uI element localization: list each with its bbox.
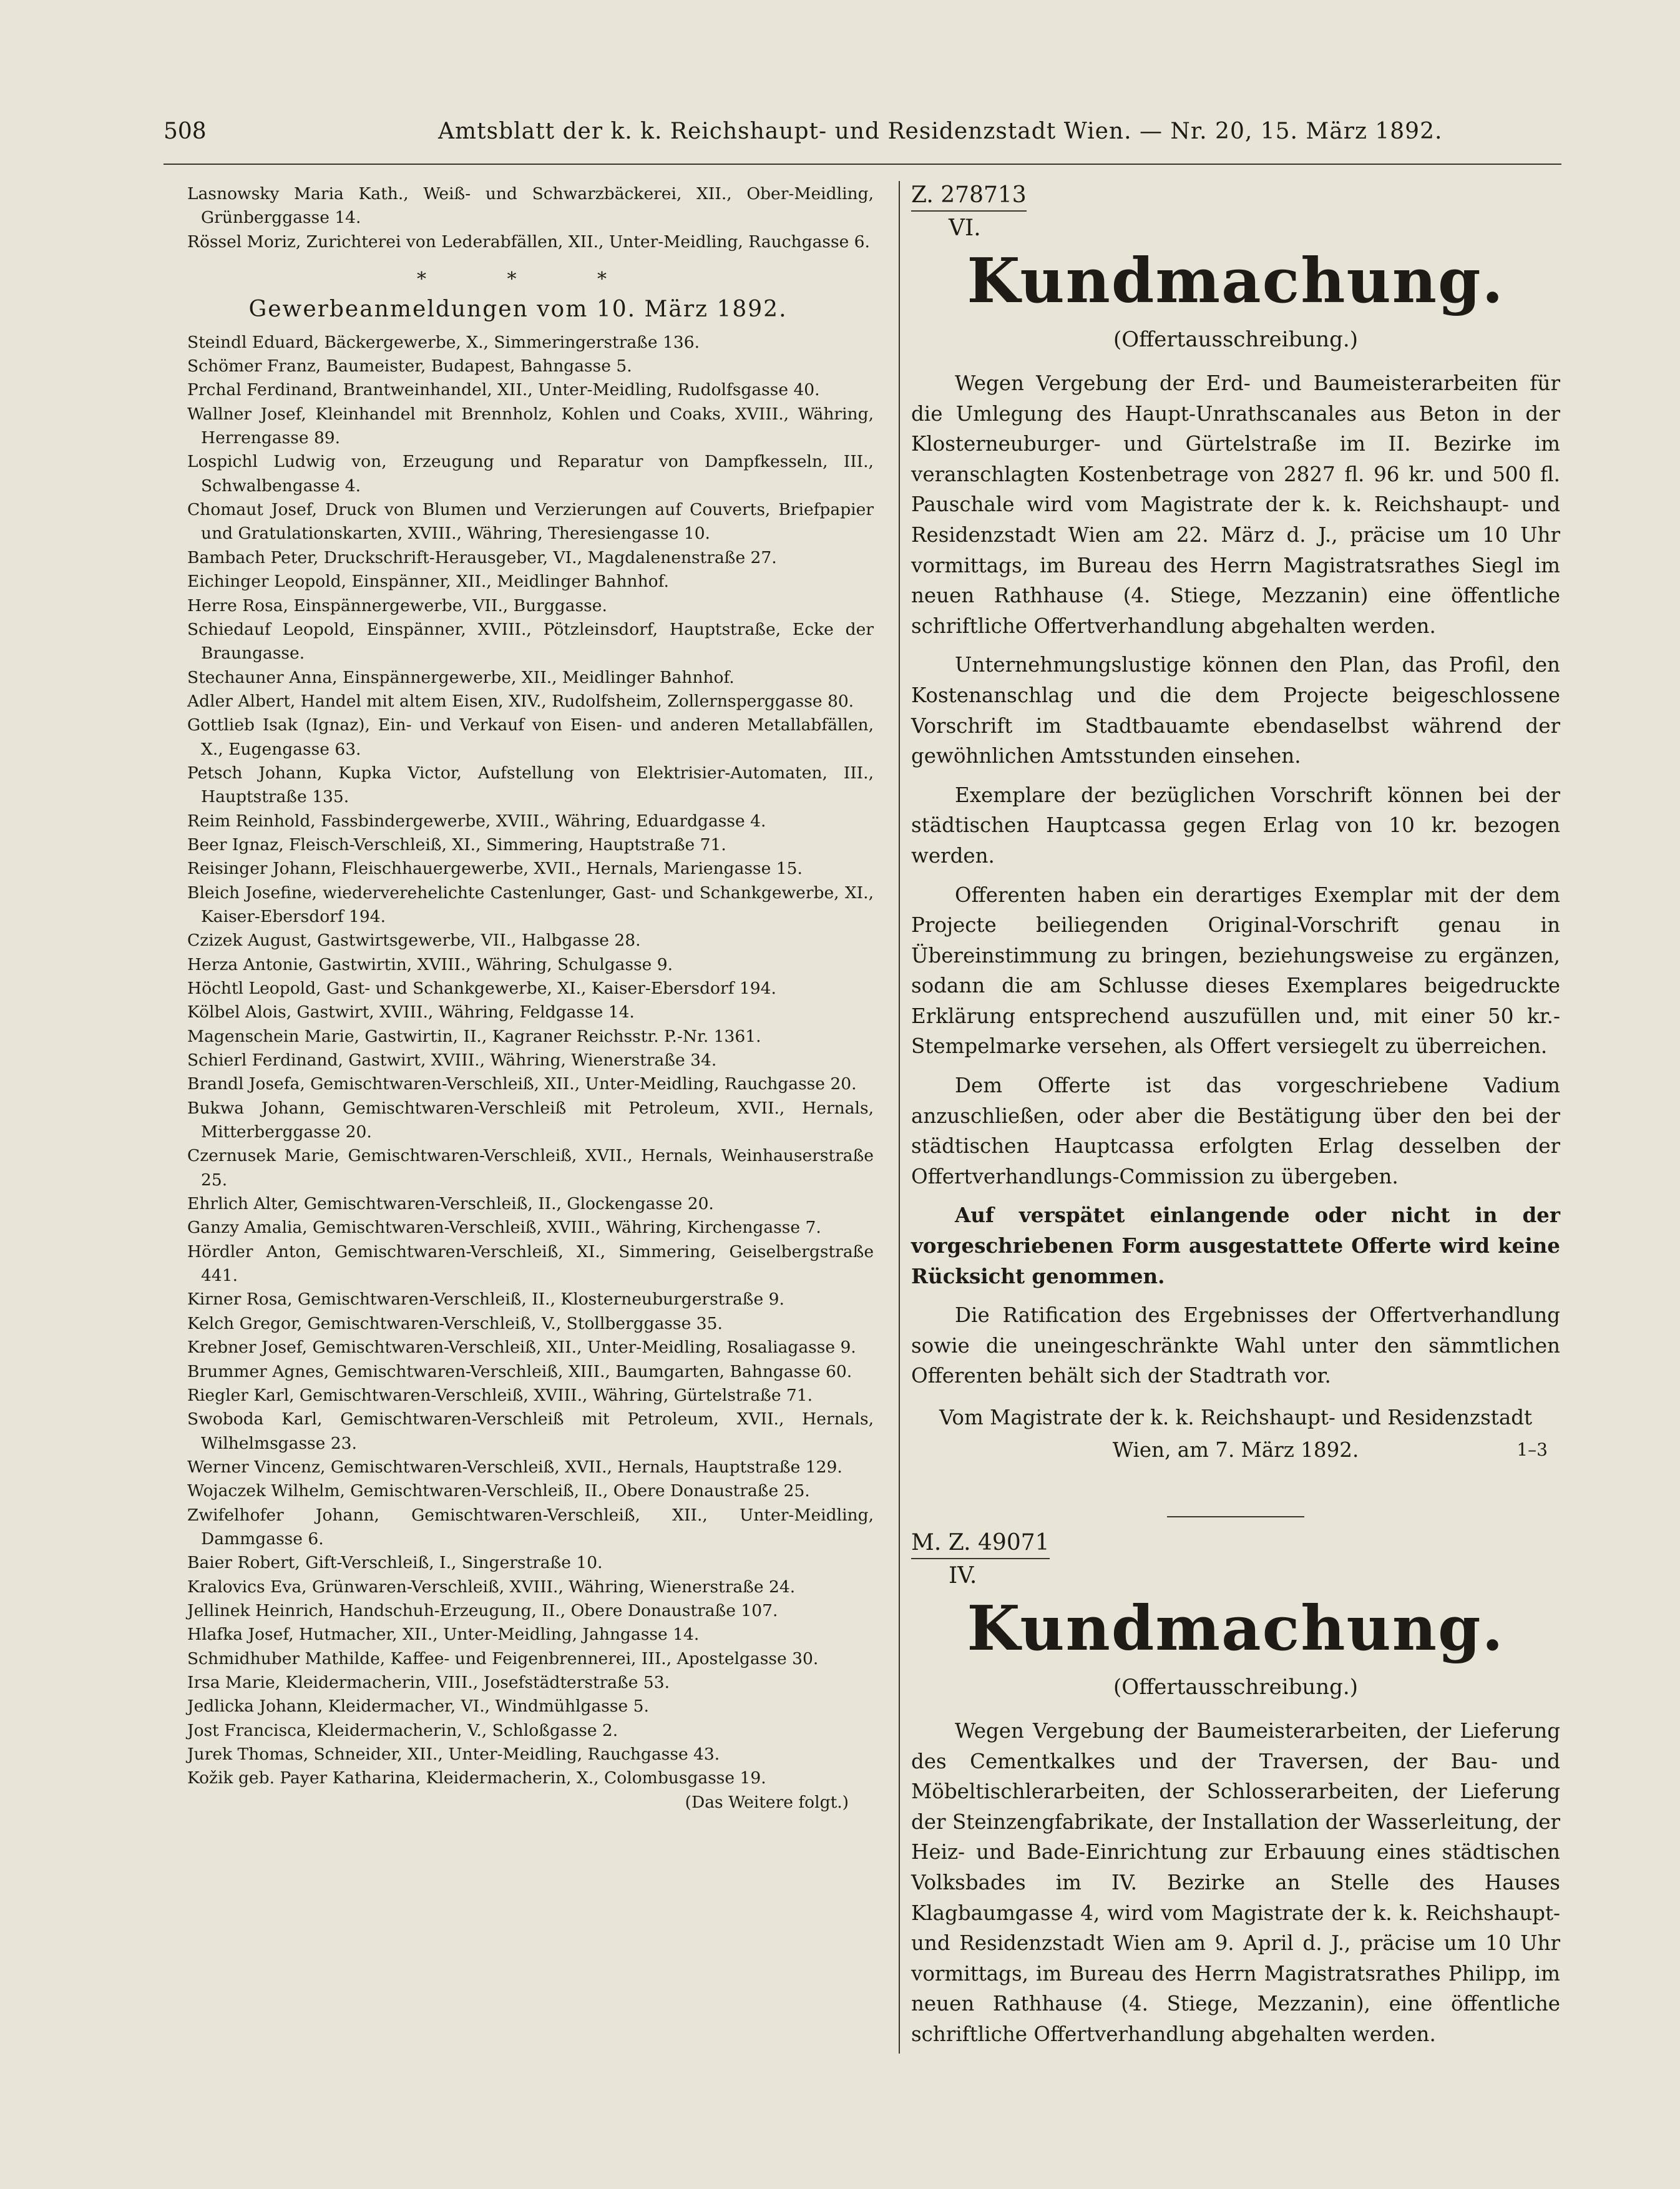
notice-1: [911, 182, 1560, 1466]
right-column: [911, 182, 1560, 2059]
top-entry: Rössel Moriz, Zurichterei von Lederabfällen, XII., Unter-Meidling, Rauchgasse 6.: [187, 232, 870, 252]
registration-entry: Bukwa Johann, Gemischtwaren-Verschleiß mit Petroleum, XVII., Hernals, Mitterberggasse 20.: [187, 1098, 874, 1142]
registration-entry: Werner Vincenz, Gemischtwaren-Verschleiß, XVII., Hernals, Hauptstraße 129.: [187, 1457, 842, 1477]
notice-1-subtitle: (Offertausschreibung.): [1113, 327, 1358, 352]
registration-entry: Hlafka Josef, Hutmacher, XII., Unter-Meidling, Jahngasse 14.: [187, 1625, 700, 1645]
notice-paragraph: Wegen Vergebung der Baumeisterarbeiten, der Lieferung des Cementkalkes und der Traversen, der Bau- und Möbeltischlerarbeiten, der Schlosserarbeiten, der Lieferung der Steinzengfabrikate, der Installation der Wasserleitung, der Heiz- und Bade-Einrichtung zur Erbauung eines städtischen Volksbades im IV. Bezirke an Stelle des Hauses Klagbaumgasse 4, wird vom Magistrate der k. k. Reichshaupt- und Residenzstadt Wien am 9. April d. J., präcise um 10 Uhr vormittags, im Bureau des Herrn Magistratsrathes Philipp, im neuen Rathhause (4. Stiege, Mezzanin), eine öffentliche schriftliche Offertverhandlung abgehalten werden.: [911, 1719, 1560, 2046]
registration-entry: Wojaczek Wilhelm, Gemischtwaren-Verschleiß, II., Obere Donaustraße 25.: [187, 1481, 810, 1501]
registration-entry: Schömer Franz, Baumeister, Budapest, Bahngasse 5.: [187, 356, 632, 376]
continued-note: (Das Weitere folgt.): [685, 1792, 849, 1812]
registration-entry: Riegler Karl, Gemischtwaren-Verschleiß, XVIII., Währing, Gürtelstraße 71.: [187, 1385, 813, 1405]
registration-entry: Gottlieb Isak (Ignaz), Ein- und Verkauf von Eisen- und anderen Metallabfällen, X., Eugengasse 63.: [187, 715, 874, 759]
registration-entry: Swoboda Karl, Gemischtwaren-Verschleiß mit Petroleum, XVII., Hernals, Wilhelmsgasse 23.: [187, 1409, 874, 1453]
notice-paragraph: Unternehmungslustige können den Plan, das Profil, den Kostenanschlag und die dem Projecte beigeschlossene Vorschrift im Stadtbauamte ebendaselbst während der gewöhnlichen Amtsstunden einsehen.: [911, 653, 1560, 768]
registration-entry: Zwifelhofer Johann, Gemischtwaren-Verschleiß, XII., Unter-Meidling, Dammgasse 6.: [187, 1505, 874, 1549]
notice-paragraph: Auf verspätet einlangende oder nicht in der vorgeschriebenen Form ausgestattete Offerte wird keine Rücksicht genommen.: [911, 1203, 1560, 1288]
registration-entry: Wallner Josef, Kleinhandel mit Brennholz, Kohlen und Coaks, XVIII., Währing, Herrengasse 89.: [187, 404, 874, 448]
registration-list: [187, 331, 874, 1791]
notice-separator: [1167, 1516, 1304, 1517]
top-entry: Lasnowsky Maria Kath., Weiß- und Schwarzbäckerei, XII., Ober-Meidling, Grünberggasse 14.: [187, 184, 874, 228]
notice-paragraph: Exemplare der bezüglichen Vorschrift können bei der städtischen Hauptcassa gegen Erlag von 10 kr. bezogen werden.: [911, 783, 1560, 868]
notice-2-reference: [911, 1530, 1560, 1589]
registration-entry: Höchtl Leopold, Gast- und Schankgewerbe, XI., Kaiser-Ebersdorf 194.: [187, 979, 776, 998]
registration-entry: Jedlicka Johann, Kleidermacher, VI., Windmühlgasse 5.: [187, 1697, 649, 1716]
registration-entry: Bambach Peter, Druckschrift-Herausgeber, VI., Magdalenenstraße 27.: [187, 547, 777, 567]
signature-date: Wien, am 7. März 1892.: [1112, 1438, 1359, 1462]
insertion-count: 1–3: [1516, 1439, 1548, 1460]
page-number: 508: [164, 119, 207, 144]
registration-entry: Krebner Josef, Gemischtwaren-Verschleiß, XII., Unter-Meidling, Rosaliagasse 9.: [187, 1338, 856, 1358]
notice-2-department: IV.: [949, 1563, 977, 1589]
registration-entry: Schiedauf Leopold, Einspänner, XVIII., Pötzleinsdorf, Hauptstraße, Ecke der Braungasse.: [187, 619, 874, 664]
registration-entry: Schierl Ferdinand, Gastwirt, XVIII., Währing, Wienerstraße 34.: [187, 1050, 717, 1070]
registration-entry: Jellinek Heinrich, Handschuh-Erzeugung, II., Obere Donaustraße 107.: [187, 1600, 778, 1620]
registration-entry: Schmidhuber Mathilde, Kaffee- und Feigenbrennerei, III., Apostelgasse 30.: [187, 1648, 819, 1668]
notice-1-body: [911, 368, 1560, 1391]
registration-entry: Eichinger Leopold, Einspänner, XII., Meidlinger Bahnhof.: [187, 572, 669, 592]
registration-entry: Kožik geb. Payer Katharina, Kleidermacherin, X., Colombusgasse 19.: [187, 1768, 766, 1788]
registration-entry: Ehrlich Alter, Gemischtwaren-Verschleiß, II., Glockengasse 20.: [187, 1194, 714, 1214]
registration-entry: Herza Antonie, Gastwirtin, XVIII., Währing, Schulgasse 9.: [187, 954, 673, 974]
registration-entry: Kölbel Alois, Gastwirt, XVIII., Währing, Feldgasse 14.: [187, 1002, 635, 1022]
registration-entry: Petsch Johann, Kupka Victor, Aufstellung von Elektrisier-Automaten, III., Hauptstraße 135.: [187, 763, 874, 807]
registration-entry: Lospichl Ludwig von, Erzeugung und Reparatur von Dampfkesseln, III., Schwalbengasse 4.: [187, 452, 874, 496]
registration-entry: Herre Rosa, Einspännergewerbe, VII., Burggasse.: [187, 595, 607, 615]
header-rule: [164, 164, 1561, 165]
notice-paragraph: Offerenten haben ein derartiges Exemplar mit der dem Projecte beiliegenden Original-Vorschrift genau in Übereinstimmung zu bringen, beziehungsweise zu ergänzen, sodann die am Schlusse dieses Exemplares beigedruckte Erklärung entsprechend auszufüllen und, mit einer 50 kr.-Stempelmarke versehen, als Offert versiegelt zu überreichen.: [911, 883, 1560, 1059]
section-asterisks: * * *: [416, 268, 645, 291]
notice-1-reference: [911, 182, 1560, 241]
registration-entry: Czizek August, Gastwirtsgewerbe, VII., Halbgasse 28.: [187, 931, 641, 951]
registrations-heading: Gewerbeanmeldungen vom 10. März 1892.: [248, 296, 788, 323]
notice-2-subtitle: (Offertausschreibung.): [1113, 1675, 1358, 1700]
registration-entry: Beer Ignaz, Fleisch-Verschleiß, XI., Simmering, Hauptstraße 71.: [187, 835, 726, 855]
registration-entry: Stechauner Anna, Einspännergewerbe, XII., Meidlinger Bahnhof.: [187, 667, 735, 687]
signature-line: Vom Magistrate der k. k. Reichshaupt- und Residenzstadt: [939, 1406, 1533, 1429]
left-column: [187, 182, 874, 1814]
notice-2: [911, 1530, 1560, 2050]
column-divider: [899, 181, 900, 2054]
notice-paragraph: Dem Offerte ist das vorgeschriebene Vadium anzuschließen, oder aber die Bestätigung über den bei der städtischen Hauptcassa erfolgten Erlag desselben der Offertverhandlungs-Commission zu übergeben.: [911, 1074, 1560, 1188]
registration-entry: Reim Reinhold, Fassbindergewerbe, XVIII., Währing, Eduardgasse 4.: [187, 811, 766, 831]
notice-2-ref-number: M. Z. 49071: [911, 1530, 1050, 1559]
registration-entry: Bleich Josefine, wiederverehelichte Castenlunger, Gast- und Schankgewerbe, XI., Kaiser-Ebersdorf 194.: [187, 883, 874, 926]
notice-1-title: Kundmachung.: [967, 245, 1505, 317]
registration-entry: Ganzy Amalia, Gemischtwaren-Verschleiß, XVIII., Währing, Kirchengasse 7.: [187, 1218, 821, 1238]
registration-entry: Jost Francisca, Kleidermacherin, V., Schloßgasse 2.: [187, 1720, 618, 1740]
notice-paragraph: Die Ratification des Ergebnisses der Offertverhandlung sowie die uneingeschränkte Wahl unter den sämmtlichen Offerenten behält sich der Stadtrath vor.: [911, 1303, 1560, 1388]
registration-entry: Kelch Gregor, Gemischtwaren-Verschleiß, V., Stollberggasse 35.: [187, 1313, 723, 1333]
registration-entry: Magenschein Marie, Gastwirtin, II., Kagraner Reichsstr. P.-Nr. 1361.: [187, 1026, 761, 1046]
registration-entry: Kirner Rosa, Gemischtwaren-Verschleiß, II., Klosterneuburgerstraße 9.: [187, 1290, 784, 1310]
page-header: [164, 111, 1574, 155]
publication-title: Amtsblatt der k. k. Reichshaupt- und Residenzstadt Wien. — Nr. 20, 15. März 1892.: [438, 119, 1443, 144]
registration-entry: Hördler Anton, Gemischtwaren-Verschleiß, XI., Simmering, Geiselbergstraße 441.: [187, 1241, 874, 1286]
registration-entry: Adler Albert, Handel mit altem Eisen, XIV., Rudolfsheim, Zollernsperggasse 80.: [187, 691, 854, 711]
notice-paragraph: Wegen Vergebung der Erd- und Baumeisterarbeiten für die Umlegung des Haupt-Unrathscanales aus Beton in der Klosterneuburger- und Gürtelstraße im II. Bezirke im veranschlagten Kostenbetrage von 2827 fl. 96 kr. und 500 fl. Pauschale wird vom Magistrate der k. k. Reichshaupt- und Residenzstadt Wien am 22. März d. J., präcise um 10 Uhr vormittags, im Bureau des Herrn Magistratsrathes Siegl im neuen Rathhause (4. Stiege, Mezzanin) eine öffentliche schriftliche Offertverhandlung abgehalten werden.: [911, 371, 1560, 638]
notice-1-ref-number: Z. 278713: [911, 182, 1027, 212]
notice-1-signature: [911, 1401, 1560, 1466]
registration-entry: Jurek Thomas, Schneider, XII., Unter-Meidling, Rauchgasse 43.: [187, 1745, 720, 1764]
registration-entry: Chomaut Josef, Druck von Blumen und Verzierungen auf Couverts, Briefpapier und Gratulationskarten, XVIII., Währing, Theresiengasse 10.: [187, 500, 874, 544]
registration-entry: Prchal Ferdinand, Brantweinhandel, XII., Unter-Meidling, Rudolfsgasse 40.: [187, 380, 820, 400]
notice-1-department: VI.: [949, 215, 981, 241]
registration-entry: Baier Robert, Gift-Verschleiß, I., Singerstraße 10.: [187, 1553, 603, 1573]
registration-entry: Kralovics Eva, Grünwaren-Verschleiß, XVIII., Währing, Wienerstraße 24.: [187, 1577, 796, 1597]
notice-2-title: Kundmachung.: [967, 1593, 1505, 1665]
notice-2-body: [911, 1716, 1560, 2050]
registration-entry: Irsa Marie, Kleidermacherin, VIII., Josefstädterstraße 53.: [187, 1672, 670, 1692]
registration-entry: Brandl Josefa, Gemischtwaren-Verschleiß, XII., Unter-Meidling, Rauchgasse 20.: [187, 1074, 857, 1094]
registration-entry: Reisinger Johann, Fleischhauergewerbe, XVII., Hernals, Mariengasse 15.: [187, 859, 803, 879]
registration-entry: Brummer Agnes, Gemischtwaren-Verschleiß, XIII., Baumgarten, Bahngasse 60.: [187, 1361, 852, 1381]
registration-entry: Steindl Eduard, Bäckergewerbe, X., Simmeringerstraße 136.: [187, 332, 700, 352]
registration-entry: Czernusek Marie, Gemischtwaren-Verschleiß, XVII., Hernals, Weinhauserstraße 25.: [187, 1146, 874, 1190]
